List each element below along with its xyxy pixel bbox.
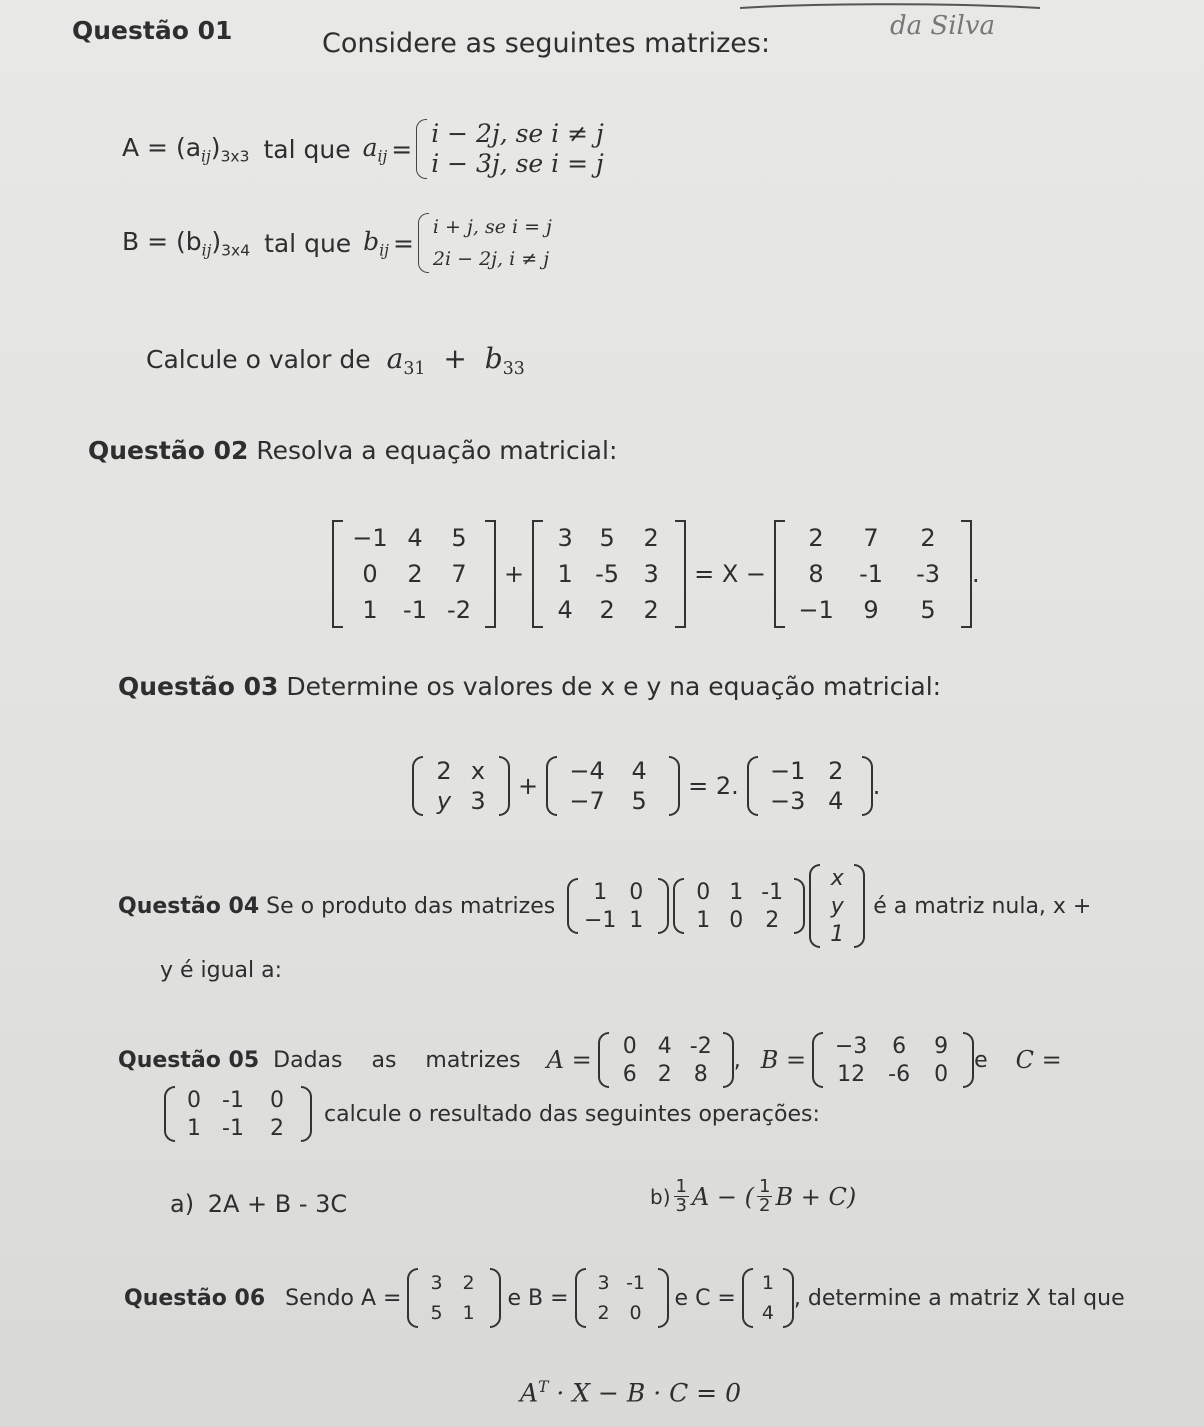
matrix-cell: 0: [934, 1061, 949, 1087]
matrix-cell: 3: [470, 787, 486, 815]
matrix-cell: 2: [828, 757, 844, 785]
matrix-cell: 1: [629, 907, 644, 933]
matrix-cell: 4: [407, 524, 423, 552]
matrix-cell: 0: [696, 879, 711, 905]
q3-plus: +: [518, 772, 539, 800]
matrix-cell: 2: [643, 596, 659, 624]
signature: [740, 0, 1060, 54]
matrix-cell: 4: [761, 1302, 774, 1324]
q5-item-a: [170, 1190, 347, 1218]
q3-period: .: [872, 772, 881, 800]
q1-a-case-1: i − 2j, se i ≠ j: [431, 119, 604, 148]
q5-text: Dadas as matrizes: [273, 1047, 521, 1073]
q2-equals-x: = X −: [694, 560, 767, 588]
matrix-cell: x: [830, 865, 844, 891]
matrix-cell: 3: [597, 1272, 610, 1294]
q6-matrix-c: [742, 1268, 794, 1328]
q3-matrix-2: [546, 756, 680, 816]
q1-calc-a: a: [386, 342, 404, 375]
q1-matrix-a-definition: $A = (a_{ij})_{3x3}$ tal que $a_{ij}$ = i − 2j, se i ≠ j i − 3j, se i = j: [122, 119, 604, 178]
matrix-cell: 1: [362, 596, 378, 624]
q1-calc: [146, 342, 525, 379]
q4-tail: é a matriz nula, x +: [873, 893, 1092, 919]
matrix-cell: 1: [761, 1272, 774, 1294]
q2-matrix-1: [332, 520, 496, 628]
matrix-cell: 1: [696, 907, 711, 933]
q5-matrix-a: [598, 1032, 734, 1088]
q4-matrix-1: [567, 878, 669, 934]
matrix-cell: −3: [834, 1033, 868, 1059]
q3-equals-2: = 2.: [688, 772, 739, 800]
q1-a-def: A = (a: [122, 132, 202, 162]
matrix-cell: 0: [362, 560, 378, 588]
matrix-cell: 8: [808, 560, 824, 588]
matrix-cell: 5: [631, 787, 647, 815]
matrix-cell: 2: [643, 524, 659, 552]
q1-calc-text: Calcule o valor de: [146, 345, 371, 374]
q1-a-order: 3x3: [220, 147, 250, 166]
matrix-cell: 6: [892, 1033, 907, 1059]
matrix-cell: 2: [765, 907, 780, 933]
matrix-cell: -2: [447, 596, 471, 624]
q1-a-brace: [416, 119, 427, 179]
matrix-cell: 9: [863, 596, 879, 624]
matrix-cell: 2: [462, 1272, 475, 1294]
q5-b-label: B =: [760, 1046, 807, 1074]
q3-equation: [412, 756, 880, 816]
matrix-cell: −7: [569, 787, 605, 815]
matrix-cell: 9: [934, 1033, 949, 1059]
q3-matrix-1: [412, 756, 510, 816]
matrix-cell: x: [470, 757, 486, 785]
matrix-cell: -6: [888, 1061, 911, 1087]
q6-text: Sendo A =: [285, 1285, 402, 1311]
q2-matrix-3: [774, 520, 972, 628]
q1-b-def: B = (b: [122, 226, 202, 256]
q6-eq-transpose: T: [538, 1378, 549, 1396]
matrix-cell: 1: [187, 1115, 201, 1141]
q6-line: [124, 1268, 1125, 1328]
q1-b-case-2: 2i − 2j, i ≠ j: [432, 248, 550, 270]
matrix-cell: 0: [270, 1087, 284, 1113]
q6-tail: , determine a matriz X tal que: [793, 1285, 1125, 1311]
matrix-cell: 2: [270, 1115, 284, 1141]
q3-text: Determine os valores de x e y na equação matricial:: [286, 672, 942, 701]
matrix-cell: 3: [430, 1272, 443, 1294]
q5-item-a-expr: 2A + B - 3C: [207, 1190, 348, 1218]
q5-a-label: A =: [546, 1046, 592, 1074]
q4-tail-2: y é igual a:: [160, 958, 283, 983]
matrix-cell: y: [436, 787, 452, 815]
q6-e-b: e B =: [507, 1285, 569, 1311]
q4-matrix-2: [673, 878, 805, 934]
q2-plus: +: [504, 560, 525, 588]
matrix-cell: -5: [595, 560, 620, 588]
matrix-cell: −1: [583, 907, 617, 933]
q5-matrix-b: [812, 1032, 974, 1088]
q6-label: Questão 06: [124, 1285, 266, 1311]
frac-num: 1: [675, 1176, 687, 1197]
matrix-cell: −3: [770, 787, 806, 815]
matrix-cell: 0: [629, 1302, 642, 1324]
q3-heading: [118, 672, 941, 701]
q2-matrix-2: [532, 520, 686, 628]
frac-den: 3: [675, 1195, 687, 1216]
q6-matrix-b: [575, 1268, 669, 1328]
q2-label: Questão 02: [88, 436, 249, 465]
matrix-cell: 1: [729, 879, 744, 905]
matrix-cell: 0: [187, 1087, 201, 1113]
q2-period: .: [972, 560, 980, 588]
q1-a-elem: a: [362, 132, 378, 162]
matrix-cell: −1: [798, 596, 834, 624]
matrix-cell: 2: [657, 1061, 672, 1087]
matrix-cell: 2: [920, 524, 936, 552]
q1-b-elem: b: [363, 226, 380, 256]
q2-equation: [332, 520, 980, 628]
q5-comma: ,: [733, 1047, 741, 1073]
matrix-cell: 2: [597, 1302, 610, 1324]
matrix-cell: 12: [837, 1061, 866, 1087]
q3-label: Questão 03: [118, 672, 279, 701]
matrix-cell: 4: [557, 596, 573, 624]
q1-b-brace: [418, 213, 429, 273]
q1-calc-sub-a: 31: [403, 359, 426, 380]
q1-b-sub: ij: [201, 241, 212, 260]
q5-text-2: calcule o resultado das seguintes operações:: [324, 1101, 820, 1127]
frac-den: 2: [759, 1195, 771, 1216]
matrix-cell: -1: [626, 1272, 646, 1294]
q5-matrix-c: [164, 1086, 312, 1142]
q1-b-order: 3x4: [221, 241, 251, 260]
q5-c-label: C =: [1015, 1046, 1062, 1074]
q1-b-tal-que: tal que: [264, 228, 352, 258]
matrix-cell: 2: [808, 524, 824, 552]
q4-label: Questão 04: [118, 893, 260, 919]
q6-matrix-a: [407, 1268, 501, 1328]
q1-matrix-b-definition: $B = (b_{ij})_{3x4}$ tal que $b_{ij}$ = i + j, se i = j 2i − 2j, i ≠ j: [122, 210, 552, 276]
signature-text: da Silva: [890, 11, 996, 41]
frac-num: 1: [759, 1176, 771, 1197]
q4-line: [118, 864, 1091, 948]
matrix-cell: -3: [916, 560, 940, 588]
matrix-cell: 5: [920, 596, 936, 624]
q5-line: [118, 1032, 1062, 1088]
matrix-cell: -1: [859, 560, 883, 588]
matrix-cell: 7: [451, 560, 467, 588]
q5-item-b: [650, 1178, 856, 1215]
matrix-cell: 6: [622, 1061, 637, 1087]
matrix-cell: 5: [599, 524, 615, 552]
q6-eq-a: A: [520, 1378, 539, 1408]
matrix-cell: -1: [222, 1087, 244, 1113]
matrix-cell: −1: [352, 524, 388, 552]
matrix-cell: 0: [729, 907, 744, 933]
q5-fraction-1-3: [674, 1178, 689, 1215]
q6-equation: [520, 1378, 741, 1407]
q5-e: e: [974, 1047, 988, 1073]
q1-calc-plus: +: [443, 342, 467, 375]
q1-calc-sub-b: 33: [502, 359, 525, 380]
q1-text: Considere as seguintes matrizes:: [322, 28, 771, 59]
matrix-cell: 2: [436, 757, 452, 785]
q4-matrix-3: [809, 864, 865, 948]
matrix-cell: −4: [569, 757, 605, 785]
matrix-cell: 1: [462, 1302, 475, 1324]
q5-item-b-label: b): [650, 1184, 671, 1209]
matrix-cell: 4: [631, 757, 647, 785]
q5-fraction-1-2: [757, 1178, 772, 1215]
matrix-cell: -1: [403, 596, 427, 624]
matrix-cell: 0: [622, 1033, 637, 1059]
matrix-cell: 7: [863, 524, 879, 552]
matrix-cell: 8: [693, 1061, 708, 1087]
matrix-cell: 3: [643, 560, 659, 588]
q6-eq-rest: · X − B · C = 0: [548, 1378, 741, 1408]
q2-heading: [88, 436, 617, 465]
q2-text: Resolva a equação matricial:: [256, 436, 618, 465]
q5-item-a-label: a): [170, 1190, 195, 1218]
matrix-cell: -2: [689, 1033, 712, 1059]
q1-calc-b: b: [484, 342, 503, 375]
matrix-cell: 2: [599, 596, 615, 624]
matrix-cell: 4: [657, 1033, 672, 1059]
q5-item-b-part-1: A − (: [691, 1182, 755, 1211]
q1-b-case-1: i + j, se i = j: [432, 216, 552, 238]
matrix-cell: -1: [761, 879, 784, 905]
matrix-cell: 3: [557, 524, 573, 552]
matrix-cell: -1: [222, 1115, 244, 1141]
q1-label: Questão 01: [72, 16, 233, 45]
q4-text: Se o produto das matrizes: [266, 893, 556, 919]
matrix-cell: y: [830, 893, 844, 919]
matrix-cell: 1: [593, 879, 608, 905]
q1-a-tal-que: tal que: [263, 134, 351, 164]
q3-matrix-3: [747, 756, 873, 816]
q5-line-2: [164, 1086, 820, 1142]
q1-a-sub: ij: [201, 147, 211, 166]
matrix-cell: 0: [629, 879, 644, 905]
matrix-cell: 1: [830, 921, 845, 947]
matrix-cell: −1: [770, 757, 806, 785]
matrix-cell: 5: [451, 524, 467, 552]
q1-a-case-2: i − 3j, se i = j: [431, 149, 604, 178]
q6-e-c: e C =: [674, 1285, 736, 1311]
matrix-cell: 5: [430, 1302, 443, 1324]
matrix-cell: 2: [407, 560, 423, 588]
q5-item-b-part-2: B + C): [775, 1182, 857, 1211]
matrix-cell: 1: [557, 560, 573, 588]
q5-label: Questão 05: [118, 1047, 260, 1073]
matrix-cell: 4: [828, 787, 844, 815]
